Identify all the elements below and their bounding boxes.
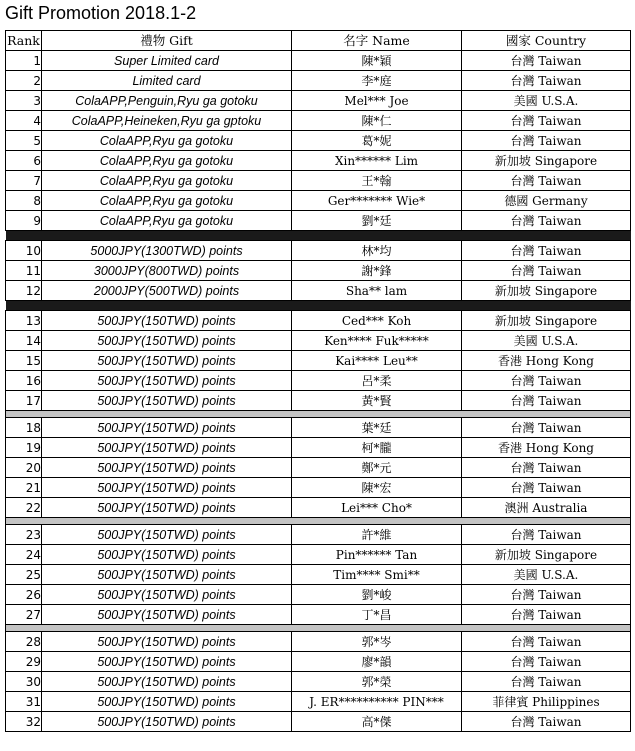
country-cell: 香港 Hong Kong (462, 351, 631, 371)
country-cell: 台灣 Taiwan (462, 71, 631, 91)
country-cell: 台灣 Taiwan (462, 371, 631, 391)
header-row (6, 31, 631, 51)
name-cell: 葉*廷 (292, 418, 462, 438)
group-separator (6, 301, 631, 311)
rank-cell: 12 (6, 281, 42, 301)
gift-cell: 3000JPY(800TWD) points (42, 261, 292, 281)
name-cell: 王*翰 (292, 171, 462, 191)
table-row (6, 438, 631, 458)
rank-cell: 32 (6, 712, 42, 732)
rank-cell: 14 (6, 331, 42, 351)
rank-cell: 4 (6, 111, 42, 131)
country-cell: 台灣 Taiwan (462, 391, 631, 411)
rank-cell: 13 (6, 311, 42, 331)
rank-cell: 7 (6, 171, 42, 191)
group-separator (6, 518, 631, 525)
gift-cell: ColaAPP,Heineken,Ryu ga gptoku (42, 111, 292, 131)
country-cell: 台灣 Taiwan (462, 51, 631, 71)
table-row (6, 151, 631, 171)
table-row (6, 418, 631, 438)
gift-cell: 500JPY(150TWD) points (42, 672, 292, 692)
table-row (6, 545, 631, 565)
gift-cell: 500JPY(150TWD) points (42, 311, 292, 331)
rank-cell: 27 (6, 605, 42, 625)
table-row (6, 478, 631, 498)
separator-cell (6, 518, 631, 525)
group-separator (6, 411, 631, 418)
gift-cell: Super Limited card (42, 51, 292, 71)
name-cell: Ken**** Fuk***** (292, 331, 462, 351)
table-row (6, 605, 631, 625)
country-cell: 德國 Germany (462, 191, 631, 211)
name-cell: Sha** lam (292, 281, 462, 301)
rank-cell: 29 (6, 652, 42, 672)
name-cell: 許*維 (292, 525, 462, 545)
rank-cell: 17 (6, 391, 42, 411)
gift-cell: 500JPY(150TWD) points (42, 331, 292, 351)
name-cell: 高*傑 (292, 712, 462, 732)
table-row (6, 672, 631, 692)
rank-cell: 11 (6, 261, 42, 281)
table-row (6, 311, 631, 331)
table-row (6, 585, 631, 605)
name-cell: Ger******* Wie* (292, 191, 462, 211)
gift-cell: 500JPY(150TWD) points (42, 391, 292, 411)
name-cell: 陳*宏 (292, 478, 462, 498)
rank-cell: 6 (6, 151, 42, 171)
country-cell: 台灣 Taiwan (462, 605, 631, 625)
name-cell: J. ER********** PIN*** (292, 692, 462, 712)
country-cell: 台灣 Taiwan (462, 458, 631, 478)
country-cell: 台灣 Taiwan (462, 211, 631, 231)
rank-cell: 31 (6, 692, 42, 712)
table-row (6, 525, 631, 545)
group-separator (6, 231, 631, 241)
gift-cell: 500JPY(150TWD) points (42, 371, 292, 391)
country-cell: 台灣 Taiwan (462, 241, 631, 261)
gift-cell: ColaAPP,Ryu ga gotoku (42, 151, 292, 171)
gift-cell: 500JPY(150TWD) points (42, 605, 292, 625)
name-cell: 劉*廷 (292, 211, 462, 231)
gift-cell: 500JPY(150TWD) points (42, 565, 292, 585)
name-cell: 鄭*元 (292, 458, 462, 478)
country-cell: 新加坡 Singapore (462, 311, 631, 331)
table-row (6, 131, 631, 151)
gift-cell: 500JPY(150TWD) points (42, 525, 292, 545)
gift-cell: 500JPY(150TWD) points (42, 652, 292, 672)
country-cell: 美國 U.S.A. (462, 91, 631, 111)
country-cell: 香港 Hong Kong (462, 438, 631, 458)
gift-cell: 500JPY(150TWD) points (42, 418, 292, 438)
country-cell: 台灣 Taiwan (462, 652, 631, 672)
rank-cell: 3 (6, 91, 42, 111)
rank-cell: 5 (6, 131, 42, 151)
gift-cell: ColaAPP,Ryu ga gotoku (42, 211, 292, 231)
name-cell: 陳*仁 (292, 111, 462, 131)
table-row (6, 111, 631, 131)
country-cell: 台灣 Taiwan (462, 525, 631, 545)
gift-cell: 500JPY(150TWD) points (42, 478, 292, 498)
separator-cell (6, 301, 631, 311)
gift-cell: 5000JPY(1300TWD) points (42, 241, 292, 261)
rank-cell: 18 (6, 418, 42, 438)
table-row (6, 632, 631, 652)
table-row (6, 331, 631, 351)
country-cell: 台灣 Taiwan (462, 131, 631, 151)
table-row (6, 51, 631, 71)
name-cell: Pin****** Tan (292, 545, 462, 565)
table-row (6, 391, 631, 411)
gift-cell: 500JPY(150TWD) points (42, 458, 292, 478)
name-cell: 陳*穎 (292, 51, 462, 71)
table-row (6, 712, 631, 732)
country-cell: 台灣 Taiwan (462, 418, 631, 438)
country-cell: 新加坡 Singapore (462, 281, 631, 301)
rank-cell: 24 (6, 545, 42, 565)
name-cell: Lei*** Cho* (292, 498, 462, 518)
separator-cell (6, 625, 631, 632)
name-cell: 林*均 (292, 241, 462, 261)
rank-cell: 16 (6, 371, 42, 391)
country-cell: 澳洲 Australia (462, 498, 631, 518)
name-cell: 柯*朧 (292, 438, 462, 458)
gift-cell: 500JPY(150TWD) points (42, 438, 292, 458)
gift-cell: 500JPY(150TWD) points (42, 632, 292, 652)
table-row (6, 261, 631, 281)
rank-cell: 15 (6, 351, 42, 371)
name-cell: 呂*柔 (292, 371, 462, 391)
rank-cell: 20 (6, 458, 42, 478)
gift-table (5, 30, 631, 732)
table-row (6, 191, 631, 211)
gift-cell: 500JPY(150TWD) points (42, 692, 292, 712)
table-row (6, 371, 631, 391)
name-cell: Kai**** Leu** (292, 351, 462, 371)
rank-cell: 28 (6, 632, 42, 652)
gift-cell: 500JPY(150TWD) points (42, 545, 292, 565)
name-cell: Xin****** Lim (292, 151, 462, 171)
gift-cell: 500JPY(150TWD) points (42, 585, 292, 605)
name-cell: Mel*** Joe (292, 91, 462, 111)
table-row (6, 652, 631, 672)
name-cell: Ced*** Koh (292, 311, 462, 331)
country-cell: 台灣 Taiwan (462, 478, 631, 498)
header-name: 名字 Name (292, 31, 462, 51)
gift-cell: ColaAPP,Penguin,Ryu ga gotoku (42, 91, 292, 111)
separator-cell (6, 411, 631, 418)
rank-cell: 21 (6, 478, 42, 498)
table-row (6, 351, 631, 371)
name-cell: 郭*岑 (292, 632, 462, 652)
name-cell: 丁*昌 (292, 605, 462, 625)
rank-cell: 10 (6, 241, 42, 261)
table-row (6, 241, 631, 261)
rank-cell: 25 (6, 565, 42, 585)
name-cell: 黃*賢 (292, 391, 462, 411)
name-cell: 劉*峻 (292, 585, 462, 605)
rank-cell: 2 (6, 71, 42, 91)
name-cell: 葛*妮 (292, 131, 462, 151)
country-cell: 台灣 Taiwan (462, 672, 631, 692)
rank-cell: 23 (6, 525, 42, 545)
table-row (6, 71, 631, 91)
rank-cell: 8 (6, 191, 42, 211)
rank-cell: 30 (6, 672, 42, 692)
header-rank: Rank (6, 31, 42, 51)
name-cell: Tim**** Smi** (292, 565, 462, 585)
name-cell: 李*庭 (292, 71, 462, 91)
group-separator (6, 625, 631, 632)
name-cell: 謝*鋒 (292, 261, 462, 281)
country-cell: 台灣 Taiwan (462, 111, 631, 131)
gift-cell: ColaAPP,Ryu ga gotoku (42, 191, 292, 211)
table-row (6, 91, 631, 111)
country-cell: 菲律賓 Philippines (462, 692, 631, 712)
gift-cell: ColaAPP,Ryu ga gotoku (42, 131, 292, 151)
separator-cell (6, 231, 631, 241)
country-cell: 美國 U.S.A. (462, 331, 631, 351)
gift-cell: 500JPY(150TWD) points (42, 712, 292, 732)
table-row (6, 458, 631, 478)
header-country: 國家 Country (462, 31, 631, 51)
country-cell: 台灣 Taiwan (462, 632, 631, 652)
rank-cell: 19 (6, 438, 42, 458)
country-cell: 美國 U.S.A. (462, 565, 631, 585)
table-row (6, 692, 631, 712)
country-cell: 台灣 Taiwan (462, 585, 631, 605)
gift-cell: ColaAPP,Ryu ga gotoku (42, 171, 292, 191)
rank-cell: 26 (6, 585, 42, 605)
country-cell: 新加坡 Singapore (462, 545, 631, 565)
table-row (6, 171, 631, 191)
name-cell: 廖*韻 (292, 652, 462, 672)
country-cell: 台灣 Taiwan (462, 261, 631, 281)
table-row (6, 498, 631, 518)
page-title: Gift Promotion 2018.1-2 (5, 3, 197, 23)
table-row (6, 565, 631, 585)
rank-cell: 9 (6, 211, 42, 231)
table-row (6, 281, 631, 301)
gift-cell: 2000JPY(500TWD) points (42, 281, 292, 301)
gift-cell: 500JPY(150TWD) points (42, 351, 292, 371)
country-cell: 新加坡 Singapore (462, 151, 631, 171)
country-cell: 台灣 Taiwan (462, 171, 631, 191)
country-cell: 台灣 Taiwan (462, 712, 631, 732)
table-row (6, 211, 631, 231)
header-gift: 禮物 Gift (42, 31, 292, 51)
gift-cell: 500JPY(150TWD) points (42, 498, 292, 518)
table-body (6, 51, 631, 732)
gift-cell: Limited card (42, 71, 292, 91)
rank-cell: 1 (6, 51, 42, 71)
name-cell: 郭*榮 (292, 672, 462, 692)
rank-cell: 22 (6, 498, 42, 518)
